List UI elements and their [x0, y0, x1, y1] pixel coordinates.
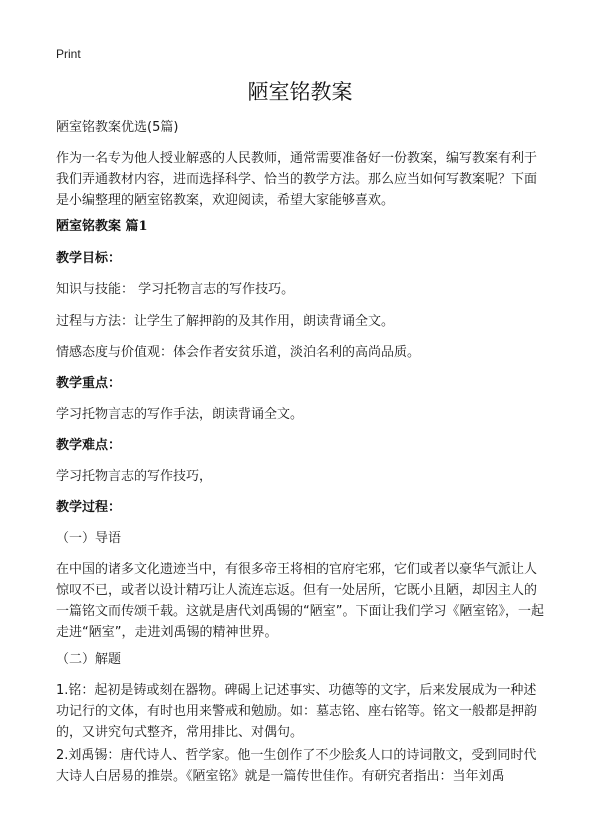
goals-heading: 教学目标： — [56, 251, 122, 266]
section-title: 陋室铭教案 篇1 — [56, 219, 148, 234]
goal-knowledge: 知识与技能： 学习托物言志的写作技巧。 — [56, 282, 295, 297]
key-heading: 教学重点： — [56, 376, 122, 391]
key-text: 学习托物言志的写作手法，朗读背诵全文。 — [56, 407, 304, 422]
document-title: 陋室铭教案 — [247, 80, 353, 104]
goal-emotion: 情感态度与价值观：体会作者安贫乐道，淡泊名利的高尚品质。 — [56, 345, 421, 360]
step2-label: （二）解题 — [56, 652, 122, 667]
intro-paragraph: 作为一名专为他人授业解惑的人民教师，通常需要准备好一份教案，编写教案有利于我们弄通教材内容，进而选择科学、恰当的教学方法。那么应当如何写教案呢？下面是小编整理的陋室铭教案，欢迎阅读，希望大家能够喜欢。 — [56, 151, 538, 208]
item1-paragraph: 1.铭：起初是铸或刻在器物。碑碣上记述事实、功德等的文字，后来发展成为一种述功记行的文体，有时也用来警戒和勉励。如：墓志铭、座右铭等。铭文一般都是押韵的，又讲究句式整齐，常用排比、对偶句。 — [56, 683, 538, 740]
step1-paragraph: 在中国的诸多文化遗迹当中，有很多帝王将相的官府宅邪，它们或者以豪华气派让人惊叹不已，或者以设计精巧让人流连忘返。但有一处居所，它既小且陋，却因主人的一篇铭文而传颂千载。这就是唐代刘禹锡的“陋室”。下面让我们学习《陋室铭》，一起走进“陋室”，走进刘禹锡的精神世界。 — [56, 562, 544, 640]
document-subtitle: 陋室铭教案优选(5篇) — [56, 120, 179, 135]
item2-paragraph: 2.刘禹锡：唐代诗人、哲学家。他一生创作了不少脍炙人口的诗词散文，受到同时代大诗人白居易的推崇。《陋室铭》就是一篇传世佳作。有研究者指出：当年刘禹 — [56, 748, 537, 784]
process-heading: 教学过程： — [56, 500, 122, 515]
print-label[interactable]: Print — [56, 47, 81, 61]
goal-process: 过程与方法：让学生了解押韵的及其作用，朗读背诵全文。 — [56, 314, 395, 329]
difficulty-heading: 教学难点： — [56, 438, 122, 453]
difficulty-text: 学习托物言志的写作技巧， — [56, 469, 213, 484]
step1-label: （一）导语 — [56, 531, 122, 546]
